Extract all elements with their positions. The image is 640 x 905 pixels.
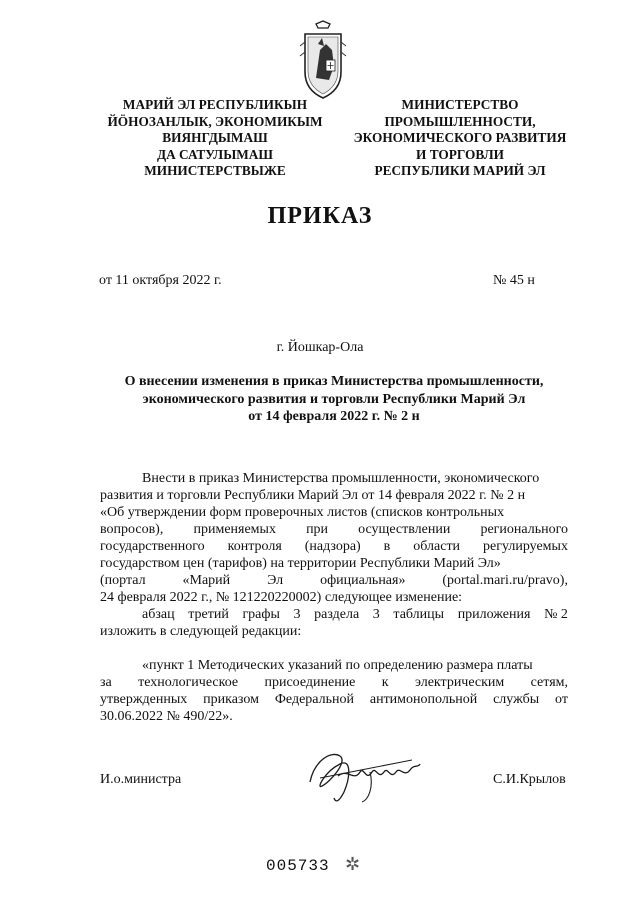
word: Эл bbox=[267, 573, 284, 588]
word: присоединение bbox=[264, 675, 356, 690]
header-right-russian bbox=[340, 97, 580, 180]
word: регионального bbox=[480, 522, 568, 537]
stamp-mark-icon: ✲ bbox=[345, 854, 361, 874]
word: сетям, bbox=[530, 675, 568, 690]
document-number: № 45 н bbox=[493, 273, 535, 288]
word: регулируемых bbox=[483, 539, 568, 554]
word: приказом bbox=[203, 692, 259, 707]
signatory-name: С.И.Крылов bbox=[493, 772, 566, 787]
word: раздела bbox=[314, 607, 360, 622]
paragraph-1 bbox=[100, 470, 568, 606]
body-line: 30.06.2022 № 490/22». bbox=[100, 709, 233, 724]
header-right-line: РЕСПУБЛИКИ МАРИЙ ЭЛ bbox=[374, 163, 546, 178]
word: 3 bbox=[372, 607, 380, 622]
serial-number: 005733 bbox=[266, 857, 330, 875]
document-subject bbox=[100, 373, 568, 426]
word: (надзора) bbox=[304, 539, 361, 554]
word: «Марий bbox=[182, 573, 231, 588]
document-date: от 11 октября 2022 г. bbox=[99, 273, 222, 288]
body-line: «Об утверждении форм проверочных листов (списков контрольных bbox=[100, 505, 505, 520]
word: вопросов), bbox=[100, 522, 164, 537]
body-line: государством цен (тарифов) на территории Республики Марий Эл» bbox=[100, 556, 501, 571]
body-line-justified bbox=[100, 606, 568, 623]
word: 3 bbox=[293, 607, 301, 622]
word: осуществлении bbox=[358, 522, 451, 537]
body-line: развития и торговли Республики Марий Эл от 14 февраля 2022 г. № 2 н bbox=[100, 488, 526, 503]
handwritten-signature bbox=[300, 742, 430, 806]
body-line: «пункт 1 Методических указаний по определению размера платы bbox=[142, 658, 533, 673]
header-right-line: ЭКОНОМИЧЕСКОГО РАЗВИТИЯ bbox=[353, 130, 567, 145]
paragraph-3 bbox=[100, 657, 568, 725]
word: графы bbox=[242, 607, 280, 622]
word: за bbox=[100, 675, 112, 690]
document-title: ПРИКАЗ bbox=[267, 203, 373, 229]
subject-line: О внесении изменения в приказ Министерства промышленности, bbox=[124, 374, 544, 389]
word: таблицы bbox=[393, 607, 445, 622]
word: официальная» bbox=[320, 573, 406, 588]
body-line-justified bbox=[100, 538, 568, 555]
word: службы bbox=[493, 692, 540, 707]
body-line-justified bbox=[100, 691, 568, 708]
word: приложения bbox=[457, 607, 531, 622]
word: от bbox=[555, 692, 568, 707]
word: применяемых bbox=[193, 522, 276, 537]
word: антимонопольной bbox=[369, 692, 478, 707]
header-left-mari bbox=[95, 97, 335, 180]
header-left-line: ЙÖНОЗАНЛЫК, ЭКОНОМИКЫМ bbox=[107, 113, 323, 129]
word: утвержденных bbox=[100, 692, 188, 707]
word: области bbox=[413, 539, 461, 554]
word: государственного bbox=[100, 539, 205, 554]
document-city: г. Йошкар-Ола bbox=[276, 340, 364, 355]
body-line: изложить в следующей редакции: bbox=[100, 624, 302, 639]
header-left-line: ВИЯНГДЫМАШ bbox=[162, 130, 268, 145]
word: третий bbox=[188, 607, 229, 622]
header-right-line: ПРОМЫШЛЕННОСТИ, bbox=[384, 113, 536, 129]
word: электрическим bbox=[414, 675, 505, 690]
word: абзац bbox=[142, 607, 175, 622]
body-line-justified bbox=[100, 572, 568, 589]
word: Федеральной bbox=[274, 692, 354, 707]
header-left-line: МИНИСТЕРСТВЫЖЕ bbox=[144, 163, 286, 178]
word: (portal.mari.ru/pravo), bbox=[442, 573, 568, 588]
word: № 2 bbox=[544, 607, 568, 622]
body-line: Внести в приказ Министерства промышленности, экономического bbox=[142, 471, 540, 486]
signatory-position: И.о.министра bbox=[100, 772, 182, 787]
header-right-line: МИНИСТЕРСТВО bbox=[401, 97, 519, 112]
word: в bbox=[383, 539, 391, 554]
subject-line: экономического развития и торговли Республики Марий Эл bbox=[142, 391, 526, 407]
body-line-justified bbox=[100, 521, 568, 538]
header-left-line: МАРИЙ ЭЛ РЕСПУБЛИКЫН bbox=[122, 97, 308, 112]
word: технологическое bbox=[138, 675, 239, 690]
subject-line: от 14 февраля 2022 г. № 2 н bbox=[248, 409, 420, 424]
body-line-justified bbox=[100, 674, 568, 691]
word: контроля bbox=[227, 539, 282, 554]
word: (портал bbox=[100, 573, 146, 588]
word: при bbox=[306, 522, 329, 537]
header-left-line: ДА САТУЛЫМАШ bbox=[156, 146, 274, 162]
coat-of-arms-emblem bbox=[296, 20, 350, 100]
body-line: 24 февраля 2022 г., № 121220220002) следующее изменение: bbox=[100, 590, 463, 605]
header-right-line: И ТОРГОВЛИ bbox=[416, 146, 504, 162]
word: к bbox=[381, 675, 389, 690]
paragraph-2 bbox=[100, 606, 568, 640]
